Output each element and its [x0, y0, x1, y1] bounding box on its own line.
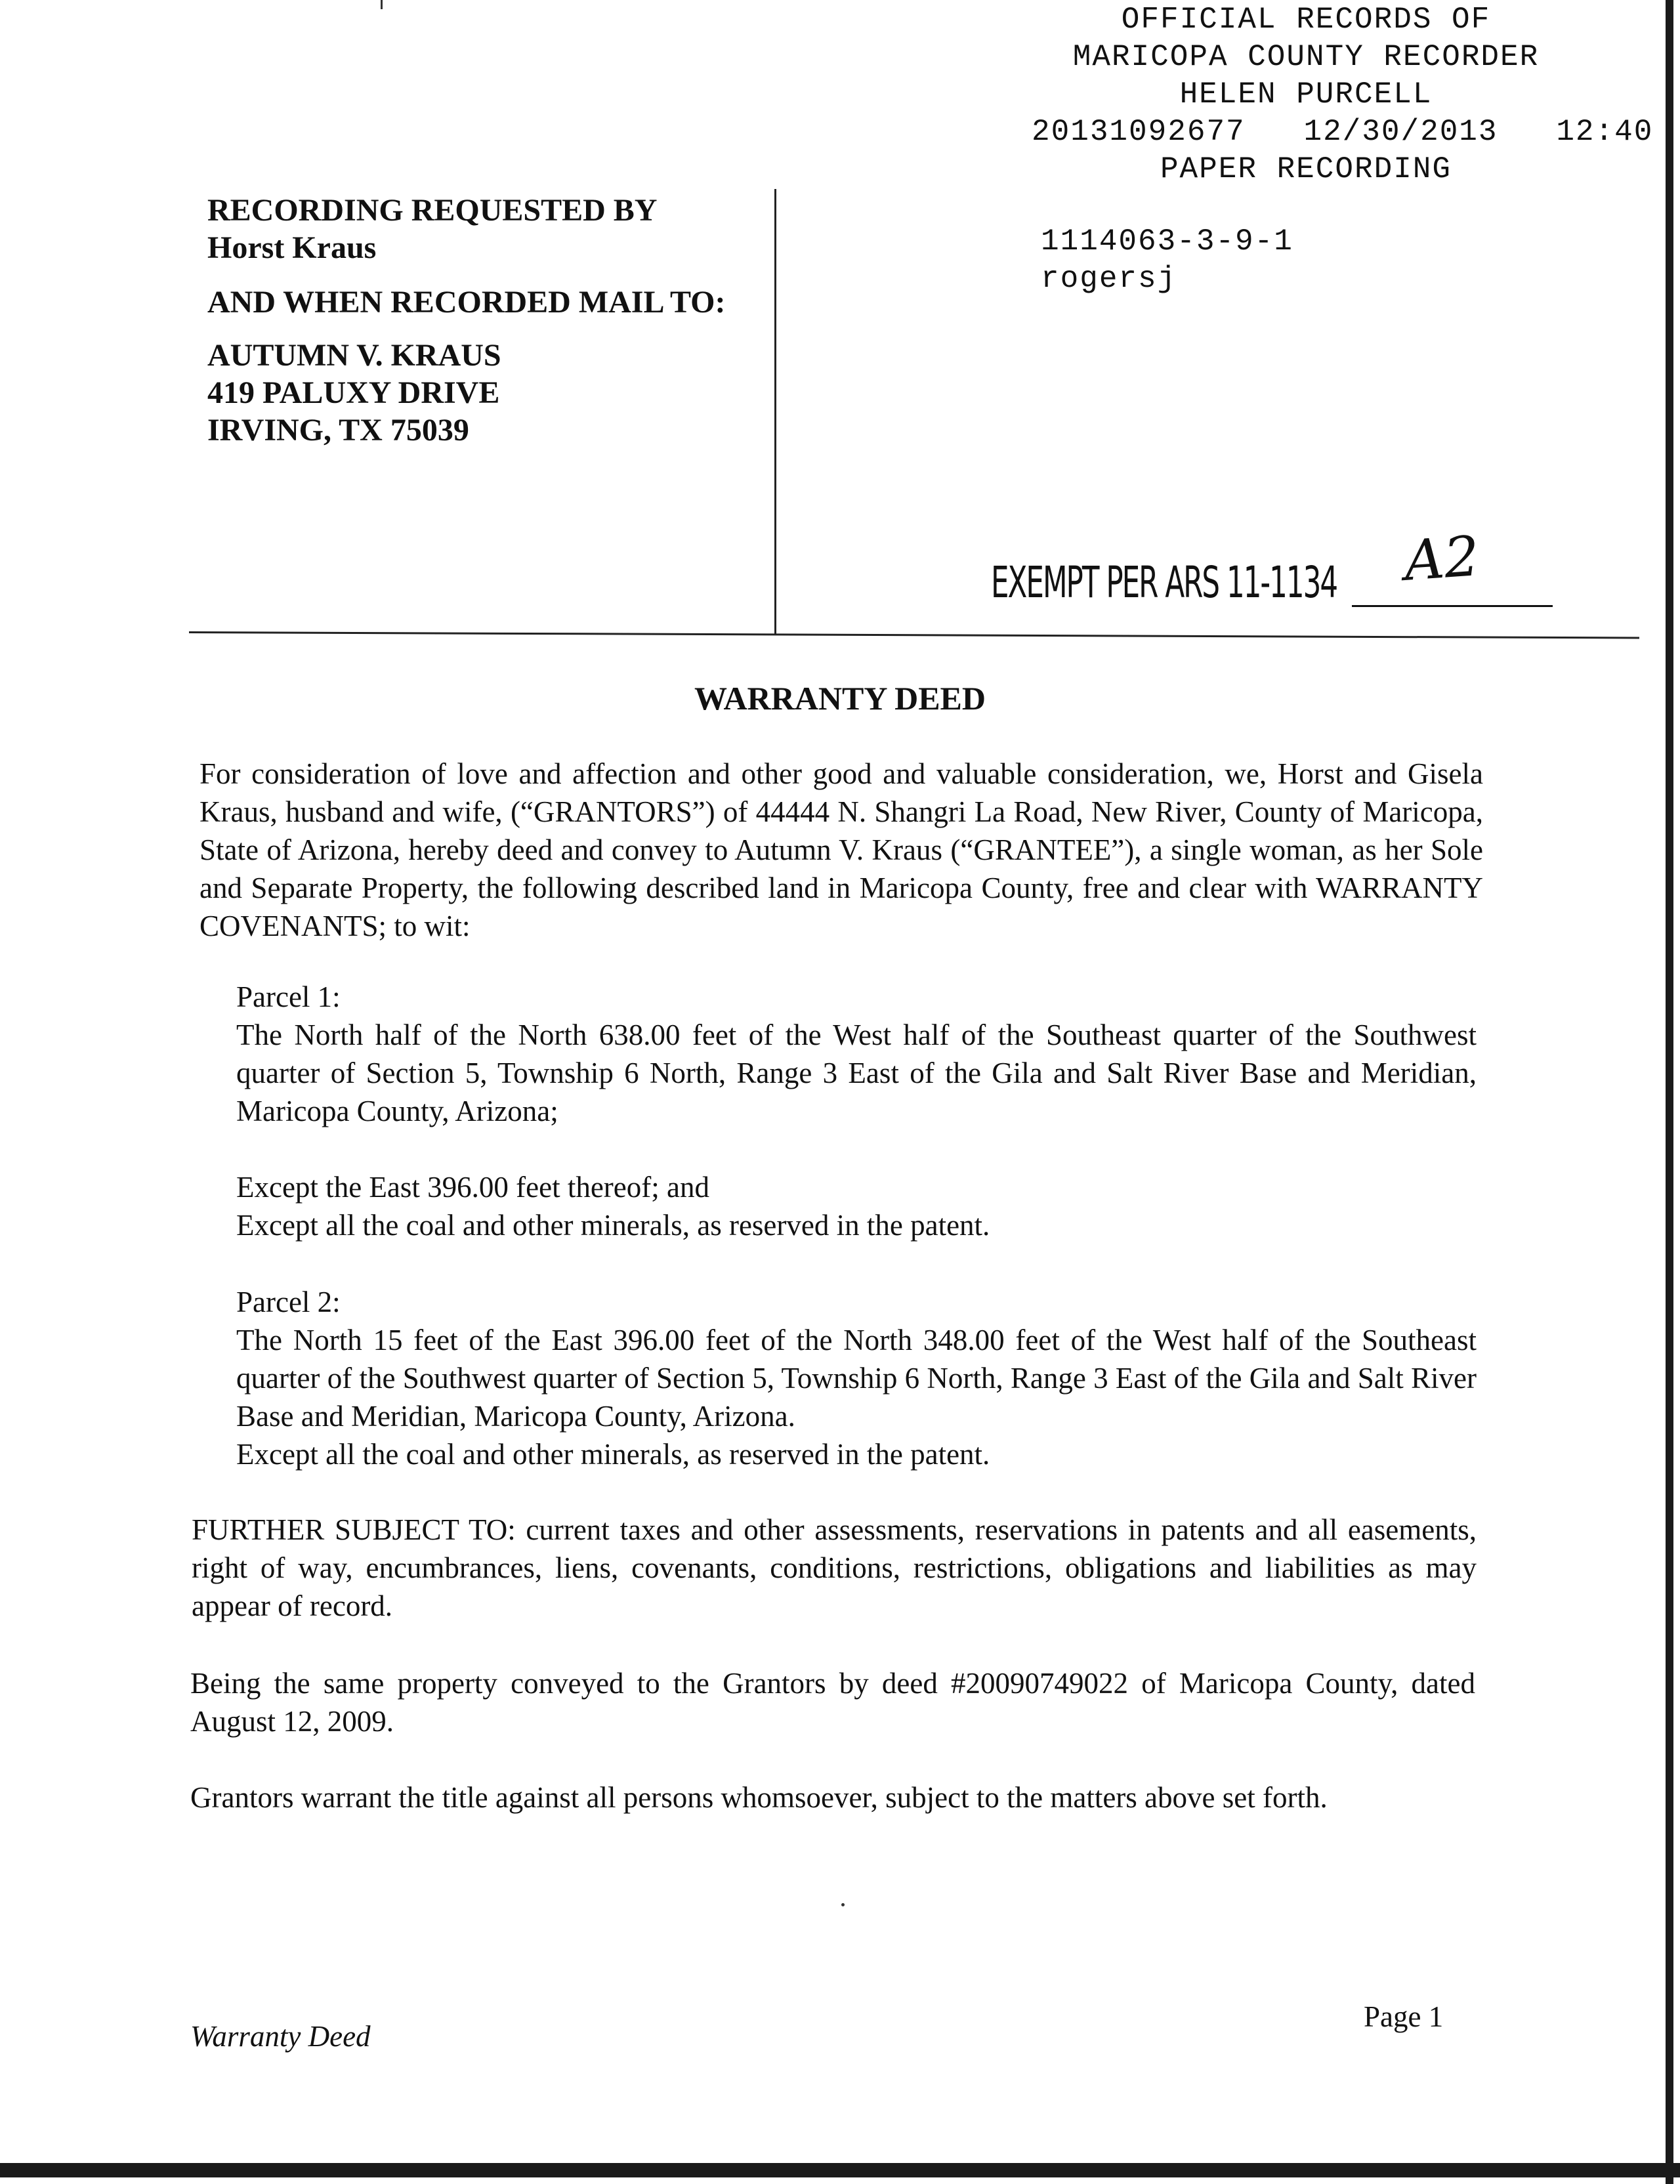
mail-to-label: AND WHEN RECORDED MAIL TO:: [207, 285, 726, 320]
address-line-2: 419 PALUXY DRIVE: [207, 375, 500, 410]
being-same-property-paragraph: [190, 1664, 1475, 1740]
parcel-2-label: Parcel 2:: [236, 1286, 341, 1318]
parcel-1-description: The North half of the North 638.00 feet of the West half of the Southeast quarter of the Southwest quarter of Section 5, Township 6 North, Range 3 East of the Gila and Salt River Base and Meridian, Maricopa County, Arizona;: [236, 1018, 1477, 1127]
parcel-1-except-2: Except all the coal and other minerals, as reserved in the patent.: [236, 1209, 990, 1242]
scan-top-mark: [381, 0, 383, 9]
parcel-1: [236, 978, 1477, 1244]
recorder-user: rogersj: [1041, 262, 1177, 296]
header-horizontal-rule: [189, 631, 1639, 639]
parcel-1-except-1: Except the East 396.00 feet thereof; and: [236, 1171, 709, 1204]
warrant-paragraph: [190, 1778, 1503, 1816]
mail-to-address: [207, 337, 501, 449]
address-line-1: AUTUMN V. KRAUS: [207, 338, 501, 373]
parcel-1-label: Parcel 1:: [236, 980, 341, 1013]
footer-document-name: Warranty Deed: [190, 2020, 371, 2053]
intro-paragraph: [200, 755, 1483, 945]
recorder-line-1: OFFICIAL RECORDS OF: [1121, 3, 1491, 37]
warrant-text: Grantors warrant the title against all persons whomsoever, subject to the matters above set forth.: [190, 1781, 1328, 1814]
intro-text: For consideration of love and affection and other good and valuable consideration, we, Horst and Gisela Kraus, husband and wife, (“GRANTORS”) of 44444 N. Shangri La Road, New River, County of Maricopa, State of Arizona, hereby deed and convey to Autumn V. Kraus (“GRANTEE”), a single woman, as her Sole and Separate Property, the following described land in Maricopa County, free and clear with WARRANTY COVENANTS; to wit:: [200, 757, 1483, 942]
footer-page-number: Page 1: [1364, 2000, 1444, 2033]
document-title: WARRANTY DEED: [694, 680, 986, 717]
recorder-line-3: HELEN PURCELL: [1179, 77, 1433, 112]
recorder-number-date: 20131092677 12/30/2013 12:40: [1032, 115, 1654, 149]
recording-requested-label: RECORDING REQUESTED BY: [207, 193, 658, 228]
exempt-stamp: EXEMPT PER ARS 11-1134: [991, 557, 1337, 608]
further-subject-text: FURTHER SUBJECT TO: current taxes and other assessments, reservations in patents and all easements, right of way, encumbrances, liens, covenants, conditions, restrictions, obligations and liabilities as may appear of record.: [192, 1513, 1477, 1622]
recording-requested-block: [207, 192, 657, 266]
scan-right-border: [1666, 0, 1673, 2184]
exempt-handwritten-initials: A2: [1402, 524, 1482, 593]
parcel-2-description: The North 15 feet of the East 396.00 feet of the North 348.00 feet of the West half of the Southeast quarter of the Southwest quarter of Section 5, Township 6 North, Range 3 East of the Gila and Salt River Base and Meridian, Maricopa County, Arizona.: [236, 1324, 1477, 1433]
parcel-2-except: Except all the coal and other minerals, as reserved in the patent.: [236, 1438, 990, 1471]
requested-by-name: Horst Kraus: [207, 230, 377, 265]
recorder-line-5: PAPER RECORDING: [1160, 152, 1452, 186]
recorder-line-2: MARICOPA COUNTY RECORDER: [1072, 40, 1540, 74]
further-subject-paragraph: [192, 1511, 1477, 1625]
scan-dot: [841, 1903, 845, 1906]
parcel-2: [236, 1283, 1477, 1473]
being-same-property-text: Being the same property conveyed to the Grantors by deed #20090749022 of Maricopa County, dated August 12, 2009.: [190, 1667, 1475, 1738]
recorder-code: 1114063-3-9-1: [1041, 224, 1293, 259]
address-line-3: IRVING, TX 75039: [207, 413, 469, 448]
mail-to-block: [207, 284, 725, 321]
scan-bottom-border: [0, 2163, 1680, 2177]
header-vertical-divider: [774, 189, 776, 635]
exempt-stamp-underline: [1352, 605, 1553, 607]
